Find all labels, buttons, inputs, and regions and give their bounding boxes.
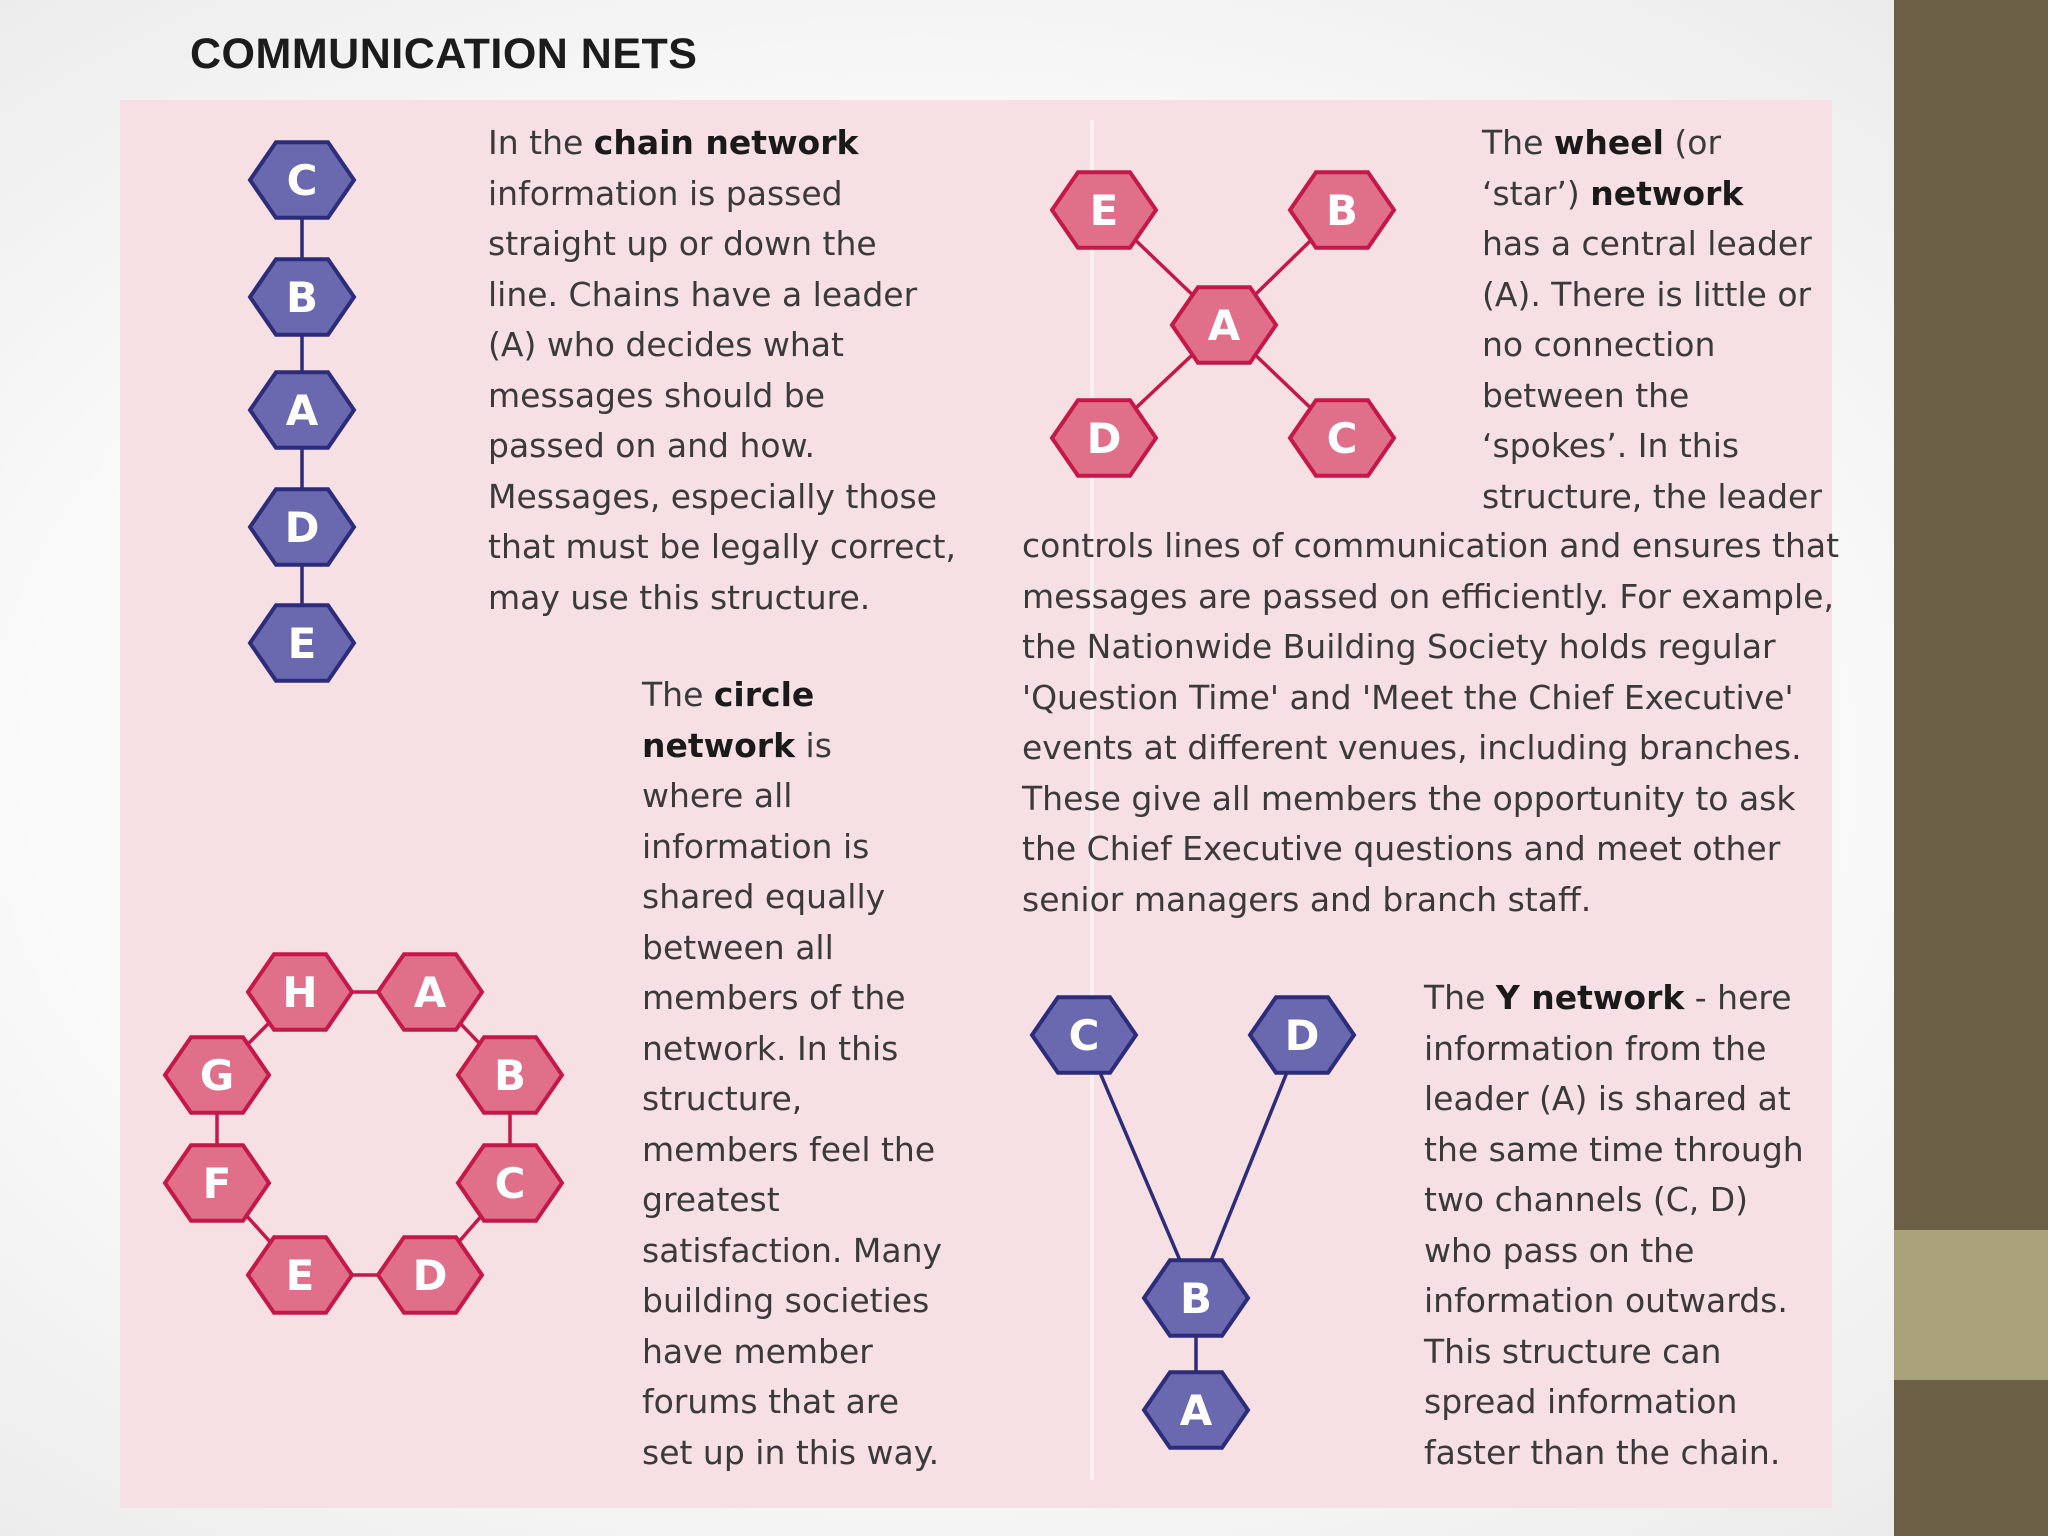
wheel-line: controls lines of communication and ensures that	[1022, 526, 1840, 565]
circle-line: where all	[642, 776, 793, 815]
chain-line: messages should be	[488, 375, 826, 415]
chain-text-bold: chain network	[593, 123, 859, 162]
circle-line: have member	[642, 1331, 873, 1371]
wheel-line2-pre: ‘star’)	[1482, 173, 1591, 213]
y-text-bold: Y network	[1495, 978, 1685, 1017]
y-line: information from the	[1424, 1028, 1767, 1068]
circle-node-label: D	[412, 1251, 448, 1300]
wheel-line: ‘spokes’. In this	[1482, 426, 1740, 465]
chain-node-label: C	[286, 156, 318, 205]
circle-line: information is	[642, 826, 870, 866]
circle-line: network. In this	[642, 1028, 899, 1068]
chain-line: straight up or down the	[488, 224, 877, 263]
y-node-label: C	[1068, 1011, 1100, 1060]
wheel-line: events at different venues, including branches.	[1022, 728, 1802, 767]
circle-node-label: H	[282, 968, 318, 1017]
chain-line: that must be legally correct,	[488, 527, 956, 566]
circle-line: shared equally	[642, 877, 886, 916]
wheel-line: 'Question Time' and 'Meet the Chief Executive'	[1022, 677, 1794, 717]
wheel-node-label: E	[1089, 186, 1119, 235]
circle-node-label: E	[285, 1251, 315, 1300]
wheel-node-label: B	[1325, 186, 1359, 235]
wheel-line: structure, the leader	[1482, 476, 1822, 516]
chain-line: information is passed	[488, 173, 843, 213]
circle-line: set up in this way.	[642, 1432, 940, 1472]
wheel-line: messages are passed on efficiently. For example,	[1022, 576, 1834, 616]
y-line: leader (A) is shared at	[1424, 1079, 1791, 1118]
wheel-center-node-label: A	[1207, 301, 1241, 350]
wheel-line: the Chief Executive questions and meet other	[1022, 829, 1781, 868]
chain-node-label: A	[285, 386, 319, 435]
y-line: faster than the chain.	[1424, 1432, 1781, 1472]
chain-node-label: B	[285, 273, 319, 322]
circle-line: members feel the	[642, 1129, 936, 1169]
chain-line: Messages, especially those	[488, 476, 937, 516]
y-line: two channels (C, D)	[1424, 1180, 1749, 1219]
wheel-line: between the	[1482, 375, 1690, 415]
y-line: who pass on the	[1424, 1230, 1695, 1270]
wheel-text-post: (or	[1663, 123, 1722, 162]
circle-line: greatest	[642, 1180, 780, 1219]
y-line: spread information	[1424, 1382, 1738, 1421]
y-line: information outwards.	[1424, 1281, 1788, 1320]
chain-line: (A) who decides what	[488, 325, 844, 364]
chain-node-label: E	[287, 619, 317, 668]
circle-text-bold: circle	[713, 675, 815, 714]
circle-line: building societies	[642, 1281, 930, 1320]
chain-line: passed on and how.	[488, 426, 816, 465]
circle-line: members of the	[642, 978, 906, 1017]
circle-line: between all	[642, 927, 834, 967]
wheel-line2-bold: network	[1590, 173, 1744, 213]
chain-text-pre: In the	[488, 123, 594, 162]
wheel-line: no connection	[1482, 325, 1716, 364]
circle-line: forums that are	[642, 1382, 899, 1421]
wheel-line: senior managers and branch staff.	[1022, 879, 1592, 919]
circle-node-label: B	[493, 1051, 527, 1100]
circle-node-label: F	[202, 1159, 232, 1208]
wheel-line: has a central leader	[1482, 224, 1812, 263]
circle-line: structure,	[642, 1079, 803, 1118]
wheel-line: the Nationwide Building Society holds regular	[1022, 627, 1776, 666]
circle-node-label: A	[413, 968, 447, 1017]
y-node-label: A	[1179, 1386, 1213, 1435]
circle-node-label: C	[494, 1159, 526, 1208]
y-text-post: - here	[1684, 978, 1792, 1017]
wheel-node-label: C	[1326, 414, 1358, 463]
chain-node-label: D	[284, 503, 320, 552]
wheel-node-label: D	[1086, 414, 1122, 463]
circle-text-pre: The	[642, 675, 714, 714]
wheel-line: These give all members the opportunity to ask	[1022, 778, 1796, 818]
y-line: the same time through	[1424, 1129, 1804, 1169]
circle-line2-bold: network	[642, 725, 796, 765]
y-node-label: B	[1179, 1274, 1213, 1323]
wheel-line: (A). There is little or	[1482, 274, 1812, 314]
y-node-label: D	[1284, 1011, 1320, 1060]
chain-line: may use this structure.	[488, 577, 871, 617]
wheel-text-pre: The	[1482, 123, 1554, 162]
y-line: This structure can	[1424, 1331, 1722, 1371]
circle-line2-post: is	[795, 725, 832, 765]
circle-node-label: G	[199, 1051, 235, 1100]
chain-line: line. Chains have a leader	[488, 274, 918, 314]
slide-title: COMMUNICATION NETS	[190, 30, 698, 78]
wheel-text-bold: wheel	[1553, 123, 1664, 162]
y-text-pre: The	[1424, 978, 1496, 1017]
circle-line: satisfaction. Many	[642, 1230, 943, 1270]
